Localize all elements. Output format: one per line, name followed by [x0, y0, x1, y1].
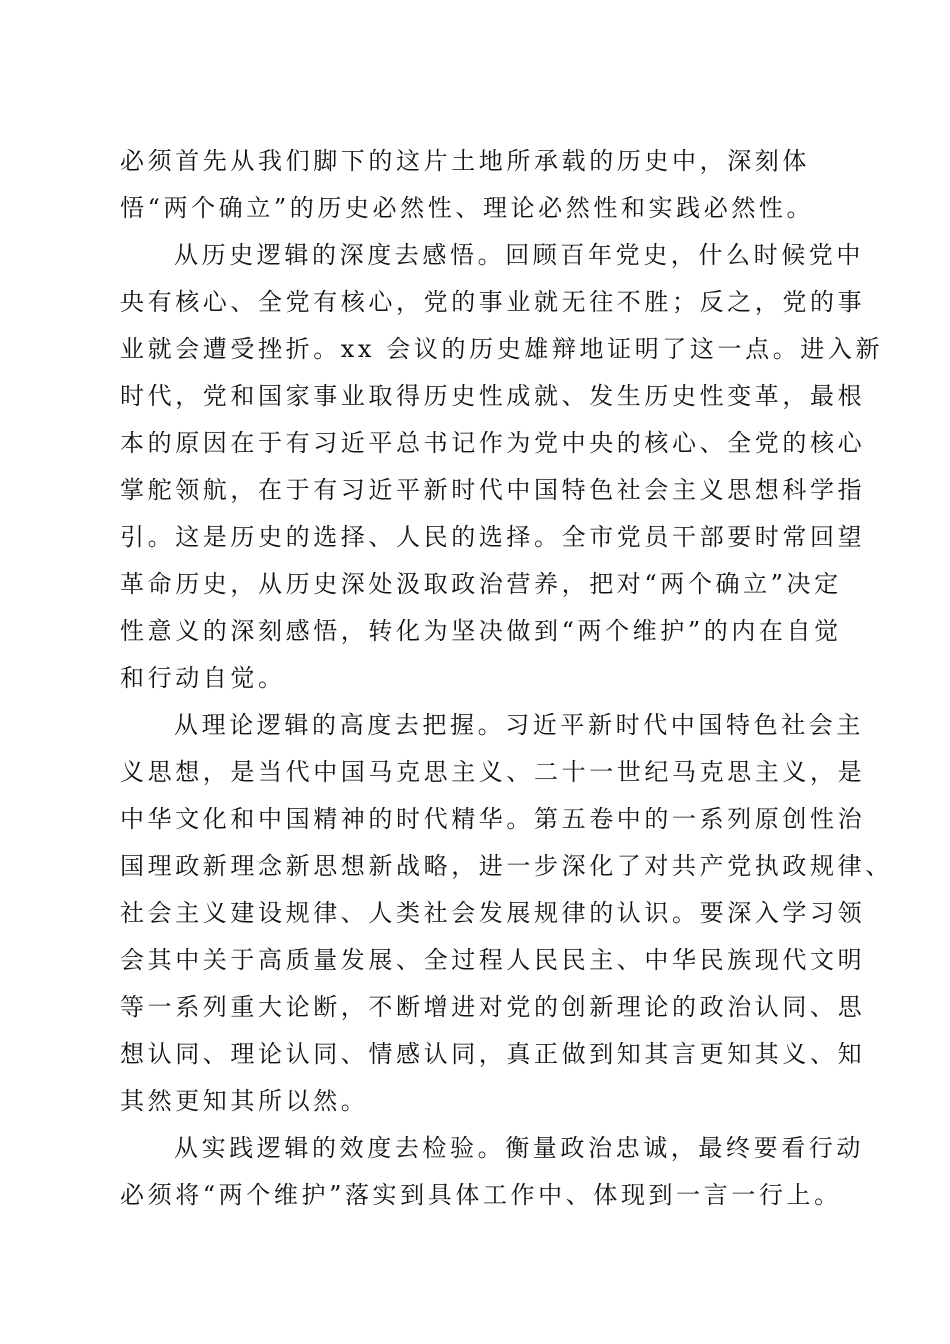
- text-line: 中华文化和中国精神的时代精华。第五卷中的一系列原创性治: [120, 805, 866, 833]
- text-line: 业就会遭受挫折。xx 会议的历史雄辩地证明了这一点。进入新: [120, 335, 884, 363]
- paragraph-2: [120, 232, 884, 702]
- document-body: [120, 138, 893, 1219]
- text-line: 引。这是历史的选择、人民的选择。全市党员干部要时常回望: [120, 523, 866, 551]
- text-line: 性意义的深刻感悟，转化为坚决做到“两个维护”的内在自觉: [120, 617, 842, 645]
- text-line: 和行动自觉。: [120, 664, 286, 692]
- text-line: 掌舵领航，在于有习近平新时代中国特色社会主义思想科学指: [120, 476, 866, 504]
- text-line: 时代，党和国家事业取得历史性成就、发生历史性变革，最根: [120, 382, 866, 410]
- text-line: 社会主义建设规律、人类社会发展规律的认识。要深入学习领: [120, 899, 866, 927]
- text-line: 悟“两个确立”的历史必然性、理论必然性和实践必然性。: [120, 194, 815, 222]
- text-line: 必须将“两个维护”落实到具体工作中、体现到一言一行上。: [120, 1181, 842, 1209]
- text-line-first: 从实践逻辑的效度去检验。衡量政治忠诚，最终要看行动: [174, 1134, 864, 1162]
- text-line: 会其中关于高质量发展、全过程人民民主、中华民族现代文明: [120, 946, 866, 974]
- text-line: 国理政新理念新思想新战略，进一步深化了对共产党执政规律、: [120, 852, 893, 880]
- text-line: 想认同、理论认同、情感认同，真正做到知其言更知其义、知: [120, 1040, 866, 1068]
- text-line: 等一系列重大论断，不断增进对党的创新理论的政治认同、思: [120, 993, 866, 1021]
- text-line: 义思想，是当代中国马克思主义、二十一世纪马克思主义，是: [120, 758, 866, 786]
- paragraph-3: [120, 702, 893, 1125]
- text-line-first: 从历史逻辑的深度去感悟。回顾百年党史，什么时候党中: [174, 241, 864, 269]
- text-line-first: 从理论逻辑的高度去把握。习近平新时代中国特色社会主: [174, 711, 864, 739]
- paragraph-1: [120, 138, 832, 232]
- paragraph-4: [120, 1125, 864, 1219]
- text-line: 本的原因在于有习近平总书记作为党中央的核心、全党的核心: [120, 429, 866, 457]
- text-line: 其然更知其所以然。: [120, 1087, 369, 1115]
- text-line: 革命历史，从历史深处汲取政治营养，把对“两个确立”决定: [120, 570, 842, 598]
- text-line: 必须首先从我们脚下的这片土地所承载的历史中，深刻体: [120, 147, 810, 175]
- text-line: 央有核心、全党有核心，党的事业就无往不胜；反之，党的事: [120, 288, 866, 316]
